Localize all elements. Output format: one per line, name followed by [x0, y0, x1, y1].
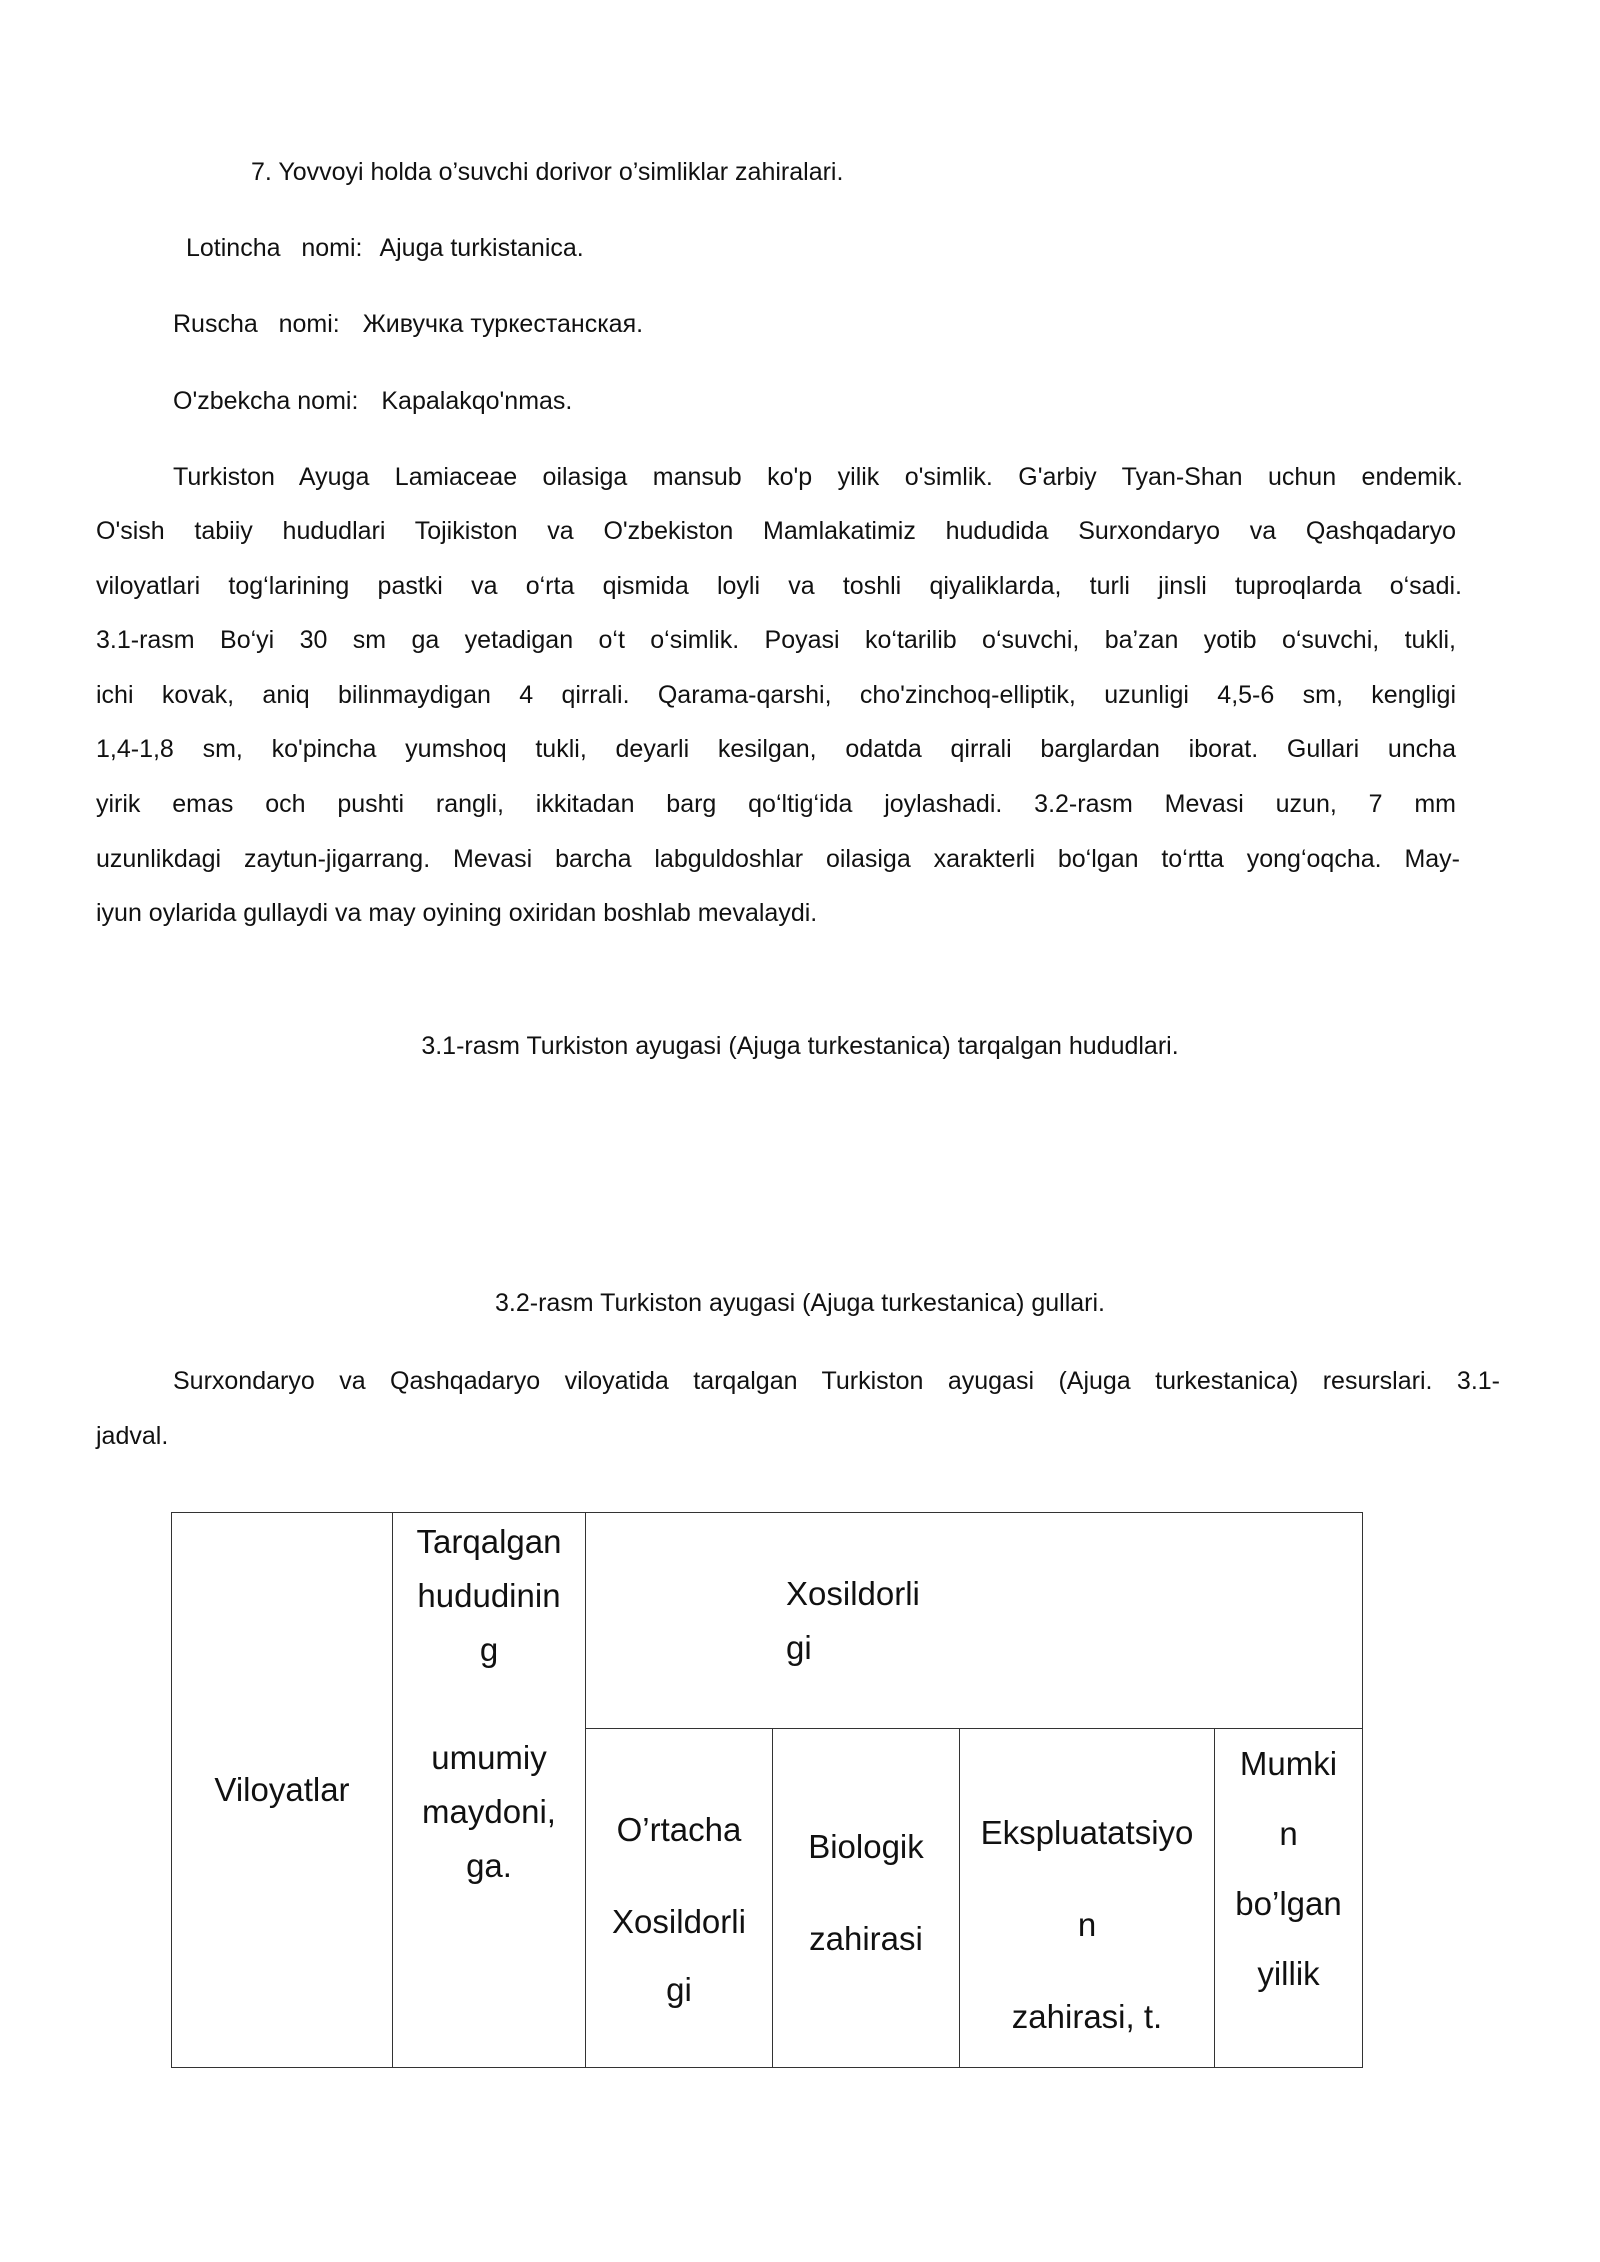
header-annual-line: n	[1279, 1815, 1298, 1852]
header-area-line: maydoni,	[422, 1793, 556, 1830]
header-yield-line: Xosildorli	[786, 1574, 920, 1612]
russian-name-value: Живучка туркестанская.	[362, 310, 644, 338]
header-area-line: umumiy	[431, 1739, 547, 1776]
header-exp-line: Ekspluatatsiyo	[980, 1814, 1194, 1851]
header-annual-line: yillik	[1257, 1955, 1320, 1992]
description-line: viloyatlari tog‘larining pastki va o‘rta qismida loyli va toshli qiyaliklarda, turli jinsli tuproqlarda o‘sadi.	[96, 572, 1462, 600]
header-biological-reserve	[773, 1729, 960, 2068]
table-intro-line: Surxondaryo va Qashqadaryo viloyatida tarqalgan Turkiston ayugasi (Ajuga turkestanica) resurslari. 3.1-	[173, 1367, 1500, 1395]
header-area	[393, 1513, 586, 2068]
header-region: Viloyatlar	[172, 1513, 393, 2068]
uzbek-name-label: O'zbekcha nomi:	[173, 387, 359, 415]
table-intro-line: jadval.	[96, 1422, 169, 1450]
header-exp-line: zahirasi, t.	[1011, 1998, 1163, 2035]
figure-caption-1: 3.1-rasm Turkiston ayugasi (Ajuga turkestanica) tarqalgan hududlari.	[421, 1032, 1179, 1060]
header-yield-group	[586, 1513, 1363, 1729]
description-line: O'sish tabiiy hududlari Tojikiston va O'zbekiston Mamlakatimiz hududida Surxondaryo va Qashqadaryo	[96, 517, 1456, 545]
header-area-line: hududinin	[417, 1577, 561, 1614]
description-line: ichi kovak, aniq bilinmaydigan 4 qirrali. Qarama-qarshi, cho'zinchoq-elliptik, uzunligi 4,5-6 sm, kengligi	[96, 681, 1456, 709]
header-exp-line: n	[1077, 1906, 1097, 1943]
header-bio-line: zahirasi	[809, 1920, 923, 1957]
header-exploitation-reserve	[960, 1729, 1215, 2068]
russian-name-label: Ruscha nomi:	[173, 310, 340, 338]
header-area-line: ga.	[466, 1847, 512, 1884]
latin-name-line	[186, 232, 584, 264]
header-avg-line: gi	[666, 1971, 692, 2008]
figure-caption-2: 3.2-rasm Turkiston ayugasi (Ajuga turkestanica) gullari.	[495, 1289, 1105, 1317]
header-yield-line: gi	[786, 1628, 812, 1666]
header-average-yield	[586, 1729, 773, 2068]
description-line: iyun oylarida gullaydi va may oyining oxiridan boshlab mevalaydi.	[96, 899, 818, 927]
section-heading: 7. Yovvoyi holda o’suvchi dorivor o’simliklar zahiralari.	[251, 158, 844, 186]
description-line: yirik emas och pushti rangli, ikkitadan barg qo‘ltig‘ida joylashadi. 3.2-rasm Mevasi uzun, 7 mm	[96, 790, 1456, 818]
description-line: uzunlikdagi zaytun-jigarrang. Mevasi barcha labguldoshlar oilasiga xarakterli bo‘lgan to‘rtta yong‘oqcha. May-	[96, 845, 1460, 873]
header-annual-possible	[1215, 1729, 1363, 2068]
description-line: 1,4-1,8 sm, ko'pincha yumshoq tukli, deyarli kesilgan, odatda qirrali barglardan iborat. Gullari uncha	[96, 735, 1456, 763]
header-avg-line: O’rtacha	[616, 1811, 742, 1848]
header-area-spacer	[399, 1677, 579, 1731]
latin-name-value: Ajuga turkistanica.	[379, 234, 584, 262]
header-avg-line: Xosildorli	[612, 1903, 746, 1940]
description-line: Turkiston Ayuga Lamiaceae oilasiga mansub ko'p yilik o'simlik. G'arbiy Tyan-Shan uchun endemik.	[173, 463, 1463, 491]
latin-name-label: Lotincha nomi:	[186, 234, 363, 262]
header-bio-line: Biologik	[808, 1828, 924, 1865]
header-annual-line: Mumki	[1239, 1745, 1338, 1782]
russian-name-line	[173, 308, 643, 340]
resources-table	[171, 1512, 1363, 2068]
header-area-line: Tarqalgan	[416, 1523, 562, 1560]
header-annual-line: bo’lgan	[1235, 1885, 1342, 1922]
header-area-line: g	[479, 1631, 499, 1668]
description-line: 3.1-rasm Bo‘yi 30 sm ga yetadigan o‘t o‘simlik. Poyasi ko‘tarilib o‘suvchi, ba’zan yotib o‘suvchi, tukli,	[96, 626, 1456, 654]
uzbek-name-value: Kapalakqo'nmas.	[381, 387, 573, 415]
uzbek-name-line	[173, 385, 572, 417]
